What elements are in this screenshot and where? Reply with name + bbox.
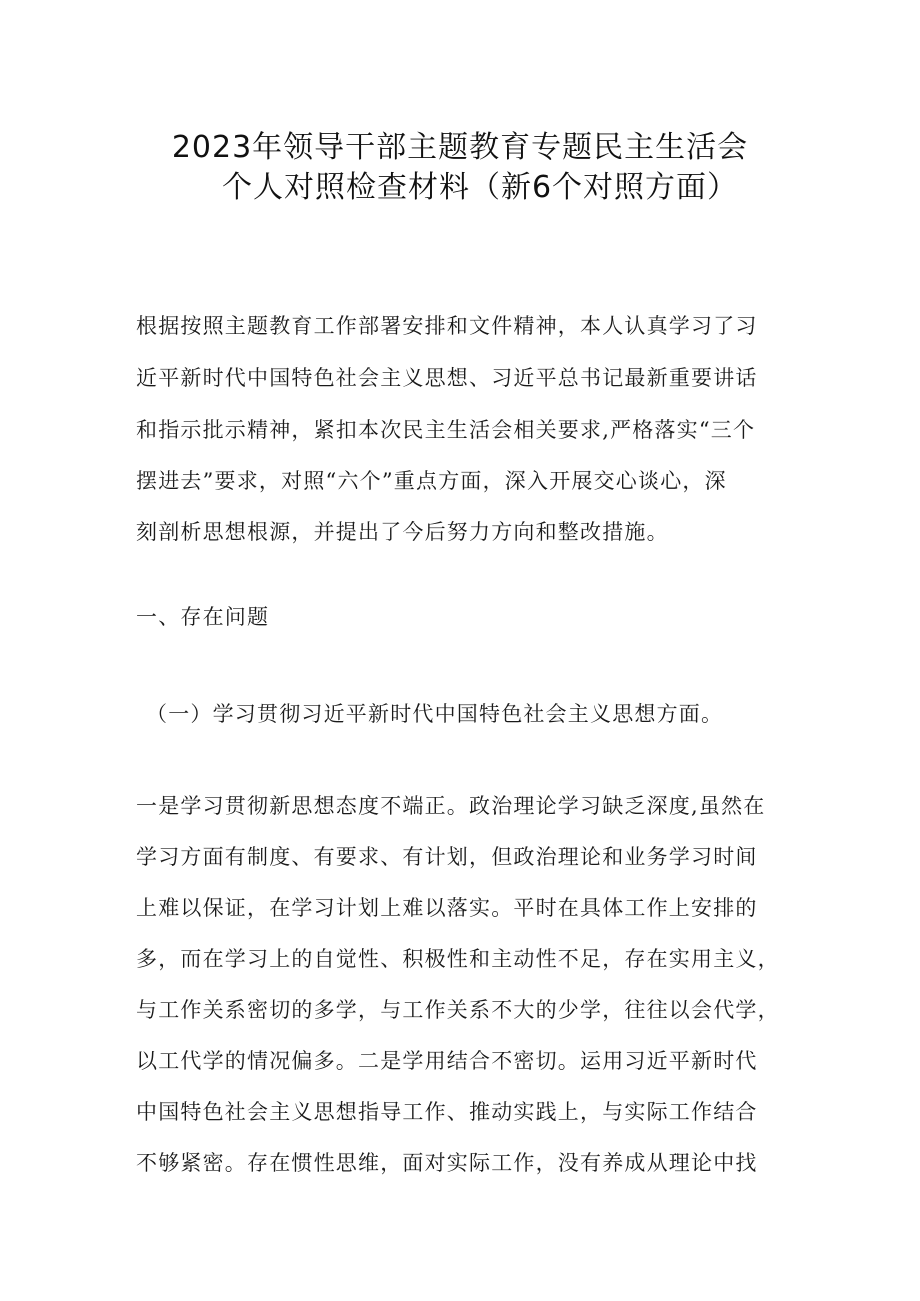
intro-line: 和指示批示精神，紧扣本次民主生活会相关要求,严格落实“三个 (136, 418, 756, 442)
body-line: 上难以保证，在学习计划上难以落实。平时在具体工作上安排的 (136, 896, 758, 920)
body-line: 一是学习贯彻新思想态度不端正。政治理论学习缺乏深度,虽然在 (136, 794, 766, 818)
body-line: 以工代学的情况偏多。二是学用结合不密切。运用习近平新时代 (136, 1049, 758, 1073)
section-heading-problems: 一、存在问题 (136, 605, 270, 629)
body-line: 多，而在学习上的自觉性、积极性和主动性不足，存在实用主义， (136, 947, 780, 971)
body-line: 与工作关系密切的多学，与工作关系不大的少学，往往以会代学， (136, 998, 780, 1022)
intro-line: 近平新时代中国特色社会主义思想、习近平总书记最新重要讲话 (136, 366, 758, 390)
intro-line: 根据按照主题教育工作部署安排和文件精神，本人认真学习了习 (136, 314, 758, 338)
body-line: 学习方面有制度、有要求、有计划，但政治理论和业务学习时间 (136, 845, 758, 869)
intro-line: 刻剖析思想根源，并提出了今后努力方向和整改措施。 (136, 520, 669, 544)
subsection-heading-study: （一）学习贯彻习近平新时代中国特色社会主义思想方面。 (146, 702, 724, 726)
document-title-line-2: 个人对照检查材料（新6个对照方面） (221, 170, 739, 205)
document-title-line-1: 2023年领导干部主题教育专题民主生活会 (171, 130, 749, 165)
body-line: 中国特色社会主义思想指导工作、推动实践上，与实际工作结合 (136, 1100, 758, 1124)
body-line: 不够紧密。存在惯性思维，面对实际工作，没有养成从理论中找 (136, 1151, 758, 1175)
intro-line: 摆进去”要求，对照“六个”重点方面，深入开展交心谈心，深 (136, 469, 727, 493)
